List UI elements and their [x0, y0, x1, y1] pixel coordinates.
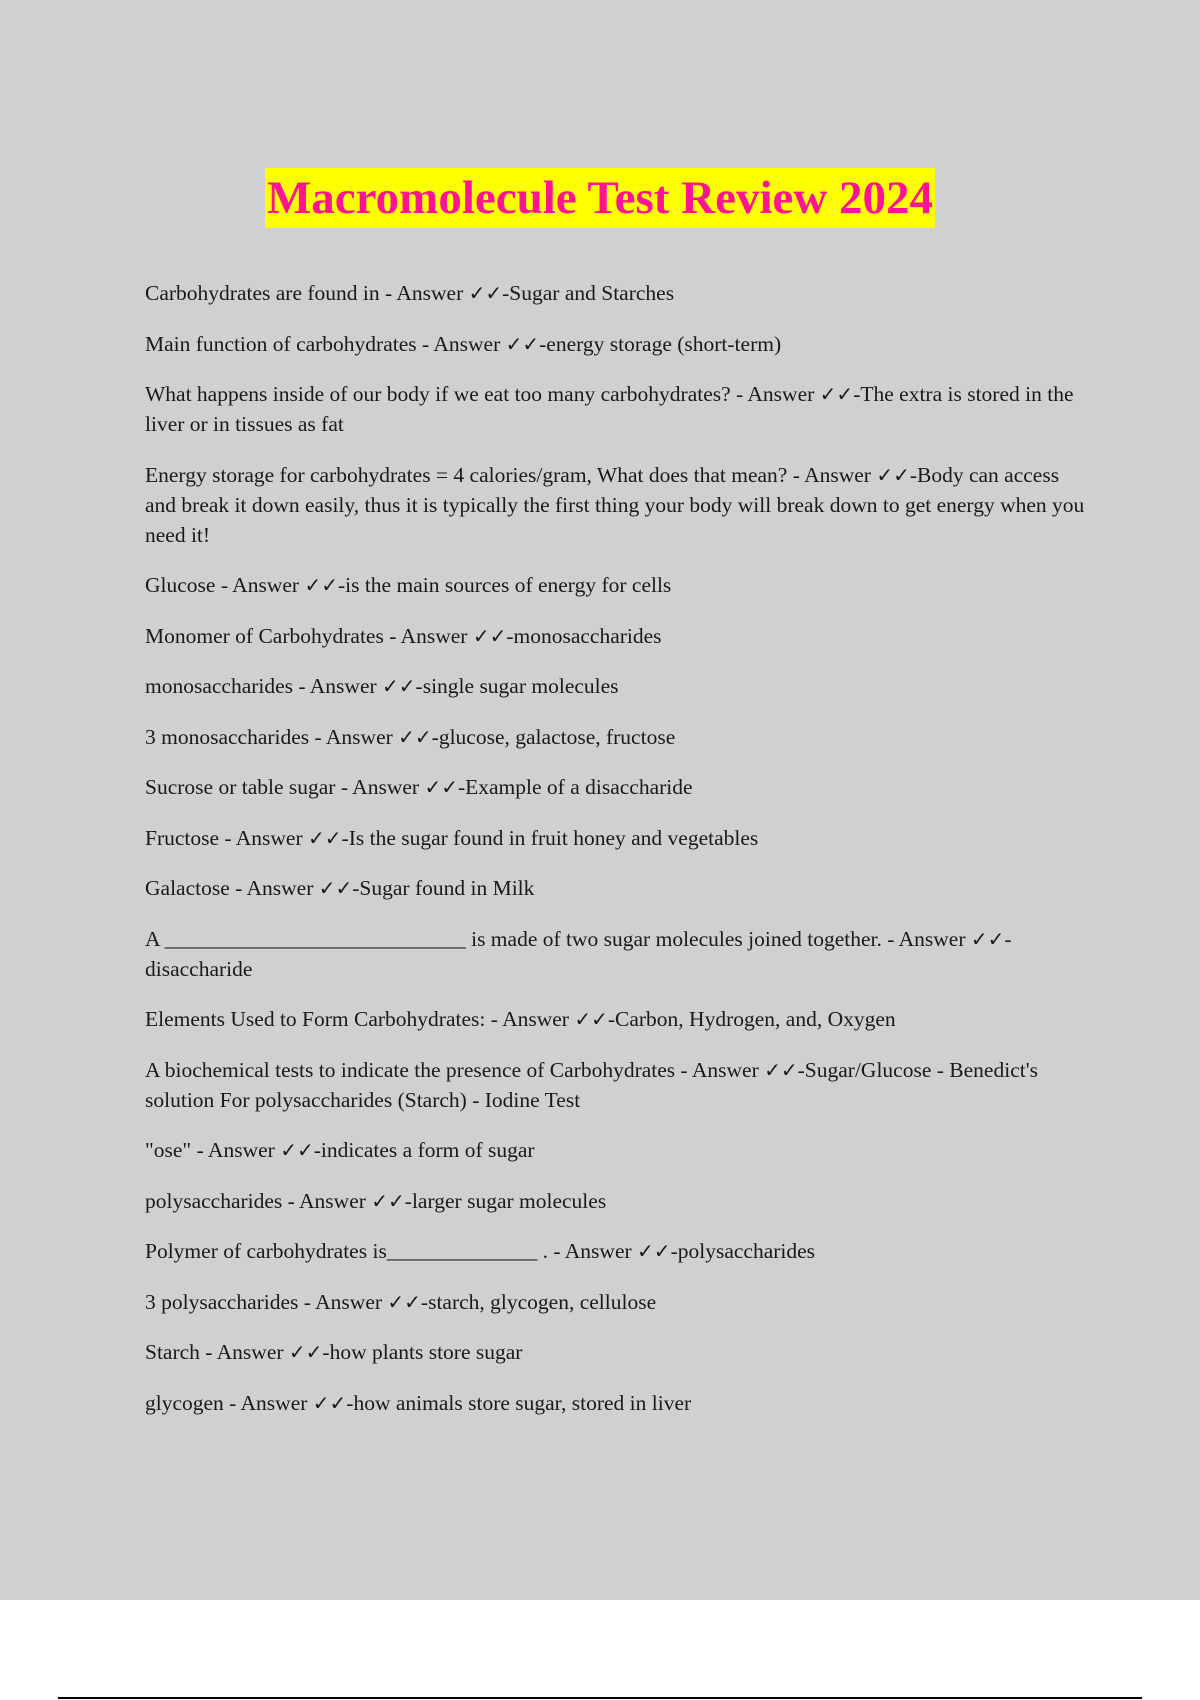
footer-divider: [58, 1697, 1142, 1699]
qa-item: [145, 823, 1090, 853]
qa-item: [145, 1388, 1090, 1418]
question-text: Sucrose or table sugar - Answer: [145, 775, 425, 799]
question-text: Glucose - Answer: [145, 573, 305, 597]
qa-item: [145, 570, 1090, 600]
question-text: Polymer of carbohydrates is______________ . - Answer: [145, 1239, 638, 1263]
qa-item: [145, 772, 1090, 802]
qa-item: [145, 1337, 1090, 1367]
qa-item: [145, 621, 1090, 651]
double-check-icon: ✓✓: [308, 825, 342, 850]
question-text: "ose" - Answer: [145, 1138, 281, 1162]
double-check-icon: ✓✓: [468, 281, 503, 305]
double-check-icon: ✓✓: [472, 623, 507, 648]
question-text: glycogen - Answer: [145, 1390, 313, 1415]
qa-item: [145, 460, 1090, 550]
answer-text: -Carbon, Hydrogen, and, Oxygen: [607, 1007, 896, 1031]
answer-text: -larger sugar molecules: [404, 1188, 607, 1213]
answer-text: -monosaccharides: [506, 623, 662, 648]
double-check-icon: ✓✓: [280, 1138, 314, 1162]
question-text: Elements Used to Form Carbohydrates: - Answer: [145, 1007, 575, 1031]
answer-text: -Sugar and Starches: [502, 281, 675, 305]
answer-text: -is the main sources of energy for cells: [337, 573, 672, 597]
double-check-icon: ✓✓: [764, 1057, 798, 1082]
question-text: Main function of carbohydrates - Answer: [145, 331, 506, 356]
double-check-icon: ✓✓: [876, 462, 910, 487]
answer-text: -starch, glycogen, cellulose: [420, 1289, 657, 1314]
question-text: A biochemical tests to indicate the presence of Carbohydrates - Answer: [145, 1057, 765, 1082]
question-text: Energy storage for carbohydrates = 4 calories/gram, What does that mean? - Answer: [145, 462, 877, 487]
question-text: Galactose - Answer: [145, 876, 319, 900]
answer-text: -Is the sugar found in fruit honey and vegetables: [341, 825, 759, 850]
answer-text: -disaccharide: [145, 926, 1012, 981]
question-text: polysaccharides - Answer: [145, 1188, 372, 1213]
double-check-icon: ✓✓: [312, 1390, 347, 1415]
qa-item: [145, 1004, 1090, 1034]
qa-list: [145, 278, 1090, 1438]
double-check-icon: ✓✓: [371, 1188, 405, 1213]
answer-text: -Sugar found in Milk: [352, 876, 535, 900]
question-text: What happens inside of our body if we eat too many carbohydrates? - Answer: [145, 382, 820, 406]
double-check-icon: ✓✓: [970, 926, 1005, 951]
answer-text: -Body can access and break it down easily, thus it is typically the first thing your body will break down to get energy when you need it!: [145, 462, 1085, 547]
question-text: 3 monosaccharides - Answer: [145, 724, 399, 749]
answer-text: -polysaccharides: [670, 1239, 816, 1263]
qa-item: [145, 1287, 1090, 1317]
question-text: Carbohydrates are found in - Answer: [145, 281, 469, 305]
answer-text: -single sugar molecules: [415, 674, 619, 698]
answer-text: -how animals store sugar, stored in liver: [346, 1390, 692, 1415]
qa-item: [145, 1236, 1090, 1266]
double-check-icon: ✓✓: [387, 1289, 421, 1314]
answer-text: -energy storage (short-term): [539, 331, 782, 356]
double-check-icon: ✓✓: [637, 1239, 671, 1263]
answer-text: -Sugar/Glucose - Benedict's solution For polysaccharides (Starch) - Iodine Test: [145, 1057, 1038, 1112]
answer-text: -glucose, galactose, fructose: [431, 724, 676, 749]
question-text: Starch - Answer: [145, 1340, 289, 1364]
question-text: A ____________________________ is made of two sugar molecules joined together. - Answer: [145, 926, 971, 951]
qa-item: [145, 329, 1090, 359]
question-text: monosaccharides - Answer: [145, 674, 383, 698]
double-check-icon: ✓✓: [574, 1007, 608, 1031]
answer-text: -how plants store sugar: [322, 1340, 523, 1364]
double-check-icon: ✓✓: [288, 1340, 323, 1364]
title-container: [0, 168, 1200, 228]
double-check-icon: ✓✓: [318, 876, 353, 900]
qa-item: [145, 873, 1090, 903]
qa-item: [145, 924, 1090, 984]
qa-item: [145, 278, 1090, 308]
answer-text: -indicates a form of sugar: [313, 1138, 535, 1162]
qa-item: [145, 671, 1090, 701]
double-check-icon: ✓✓: [819, 382, 854, 406]
qa-item: [145, 1186, 1090, 1216]
qa-item: [145, 722, 1090, 752]
qa-item: [145, 1055, 1090, 1115]
question-text: 3 polysaccharides - Answer: [145, 1289, 388, 1314]
double-check-icon: ✓✓: [398, 724, 432, 749]
answer-text: -Example of a disaccharide: [457, 775, 693, 799]
question-text: Monomer of Carbohydrates - Answer: [145, 623, 473, 648]
double-check-icon: ✓✓: [382, 674, 416, 698]
question-text: Fructose - Answer: [145, 825, 309, 850]
double-check-icon: ✓✓: [424, 775, 458, 799]
page-title: Macromolecule Test Review 2024: [265, 168, 935, 228]
qa-item: [145, 1135, 1090, 1165]
answer-text: -The extra is stored in the liver or in tissues as fat: [145, 382, 1074, 436]
page-footer: [0, 1600, 1200, 1700]
double-check-icon: ✓✓: [304, 573, 338, 597]
qa-item: [145, 379, 1090, 439]
double-check-icon: ✓✓: [505, 331, 540, 356]
